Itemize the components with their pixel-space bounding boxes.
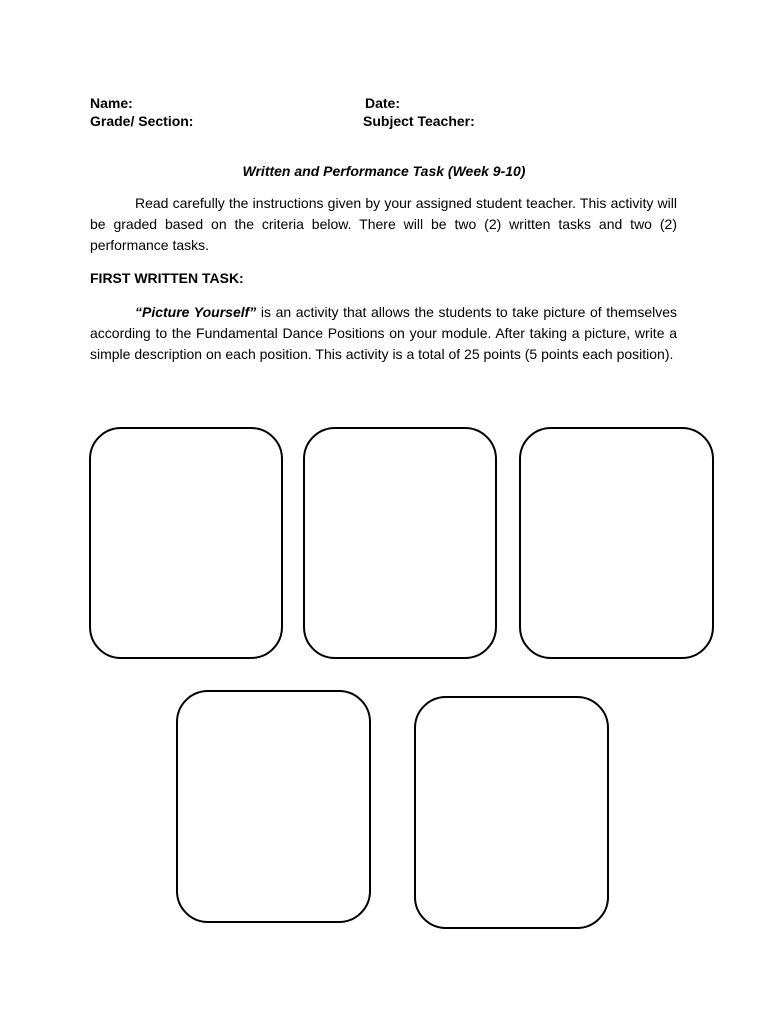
picture-box-2: [303, 427, 497, 659]
activity-name: “Picture Yourself”: [135, 304, 257, 320]
first-task-heading: FIRST WRITTEN TASK:: [90, 270, 244, 286]
page-title: Written and Performance Task (Week 9-10): [242, 163, 526, 179]
picture-box-5: [414, 696, 609, 929]
subject-teacher-label: Subject Teacher:: [363, 113, 475, 129]
picture-box-3: [519, 427, 714, 659]
picture-box-4: [176, 690, 371, 923]
activity-description: is an activity that allows the students to take picture of themselves according to the Fundamental Dance Positions on your module. After taking a picture, write a simple description on each position. This activity is a total of 25 points (5 points each position).: [90, 304, 678, 362]
picture-box-1: [89, 427, 283, 659]
grade-section-label: Grade/ Section:: [90, 113, 194, 129]
name-label: Name:: [90, 95, 133, 111]
first-task-paragraph: [90, 302, 677, 365]
intro-paragraph: Read carefully the instructions given by your assigned student teacher. This activity will be graded based on the criteria below. There will be two (2) written tasks and two (2) performance tasks.: [90, 195, 677, 253]
date-label: Date:: [365, 95, 401, 111]
